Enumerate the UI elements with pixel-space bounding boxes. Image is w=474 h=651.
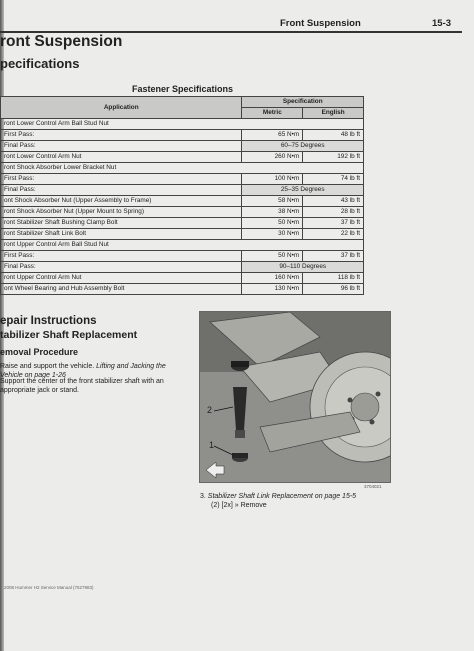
removal-procedure-heading: emoval Procedure — [0, 347, 79, 357]
table-row — [1, 174, 364, 185]
metric-cell: 65 N•m — [242, 130, 303, 141]
spec-table-body — [1, 119, 364, 295]
metric-cell: 100 N•m — [242, 174, 303, 185]
application-cell: ront Shock Absorber Nut (Upper Mount to Spring) — [1, 207, 242, 218]
application-cell: ront Stabilizer Shaft Bushing Clamp Bolt — [1, 218, 242, 229]
col-header-english: English — [303, 108, 364, 119]
spec-value-cell: 60–75 Degrees — [242, 141, 364, 152]
metric-cell: 130 N•m — [242, 284, 303, 295]
application-cell: Final Pass: — [1, 262, 242, 273]
callout-1: 1 — [209, 440, 215, 450]
header-section-title: Front Suspension — [280, 18, 361, 29]
step-2 — [0, 377, 185, 395]
metric-cell: 50 N•m — [242, 251, 303, 262]
step-3 — [200, 492, 400, 510]
header-page-number: 15-3 — [432, 18, 452, 29]
table-row — [1, 273, 364, 284]
table-row — [1, 196, 364, 207]
application-cell: ront Lower Control Arm Ball Stud Nut — [1, 119, 364, 130]
english-cell: 74 lb ft — [303, 174, 364, 185]
callout-2: 2 — [207, 405, 213, 415]
table-row — [1, 284, 364, 295]
col-header-metric: Metric — [242, 108, 303, 119]
english-cell: 96 lb ft — [303, 284, 364, 295]
english-cell: 118 lb ft — [303, 273, 364, 284]
metric-cell: 38 N•m — [242, 207, 303, 218]
application-cell: ront Upper Control Arm Ball Stud Nut — [1, 240, 364, 251]
table-row — [1, 185, 364, 196]
english-cell: 28 lb ft — [303, 207, 364, 218]
table-row — [1, 119, 364, 130]
english-cell: 48 lb ft — [303, 130, 364, 141]
table-row — [1, 207, 364, 218]
spec-value-cell: 25–35 Degrees — [242, 185, 364, 196]
english-cell: 22 lb ft — [303, 229, 364, 240]
stabilizer-link-figure — [199, 311, 391, 483]
metric-cell: 58 N•m — [242, 196, 303, 207]
application-cell: First Pass: — [1, 174, 242, 185]
step-1-text: Raise and support the vehicle. — [0, 363, 97, 370]
table-row — [1, 130, 364, 141]
metric-cell: 260 N•m — [242, 152, 303, 163]
section-heading: ront Suspension — [0, 33, 123, 50]
table-row — [1, 240, 364, 251]
suspension-illustration — [200, 312, 390, 482]
application-cell: First Pass: — [1, 251, 242, 262]
figure-id: 3704021 — [364, 484, 382, 489]
footer-text: 2008 Hummer H2 Service Manual (7527983) — [4, 585, 94, 590]
table-title: Fastener Specifications — [131, 84, 234, 94]
application-cell: ont Shock Absorber Nut (Upper Assembly to Frame) — [1, 196, 242, 207]
application-cell: ront Lower Control Arm Nut — [1, 152, 242, 163]
application-cell: ont Wheel Bearing and Hub Assembly Bolt — [1, 284, 242, 295]
spec-value-cell: 90–110 Degrees — [242, 262, 364, 273]
table-row — [1, 152, 364, 163]
step-1-reference-link[interactable]: Lifting and Jacking the Vehicle on page 1-26 — [0, 363, 166, 379]
application-cell: ront Shock Absorber Lower Bracket Nut — [1, 163, 364, 174]
table-row — [1, 218, 364, 229]
table-row — [1, 229, 364, 240]
step-3-number: 3. — [200, 493, 206, 500]
table-row — [1, 262, 364, 273]
metric-cell: 160 N•m — [242, 273, 303, 284]
table-row — [1, 251, 364, 262]
table-row — [1, 163, 364, 174]
specifications-heading: pecifications — [0, 56, 80, 71]
repair-instructions-heading: epair Instructions — [0, 315, 97, 327]
metric-cell: 50 N•m — [242, 218, 303, 229]
metric-cell: 30 N•m — [242, 229, 303, 240]
application-cell: Final Pass: — [1, 141, 242, 152]
step-2-text: Support the center of the front stabilizer shaft with an appropriate jack or stand. — [0, 378, 164, 394]
application-cell: ront Stabilizer Shaft Link Bolt — [1, 229, 242, 240]
col-header-application: Application — [1, 97, 242, 119]
english-cell: 37 lb ft — [303, 218, 364, 229]
application-cell: ront Upper Control Arm Nut — [1, 273, 242, 284]
table-row — [1, 141, 364, 152]
application-cell: Final Pass: — [1, 185, 242, 196]
step-3-reference-link[interactable]: Stabilizer Shaft Link Replacement on page 15-5 — [207, 493, 357, 500]
step-3-detail: (2) [2x] » Remove — [211, 502, 267, 509]
application-cell: First Pass: — [1, 130, 242, 141]
col-header-specification: Specification — [242, 97, 364, 108]
english-cell: 37 lb ft — [303, 251, 364, 262]
english-cell: 192 lb ft — [303, 152, 364, 163]
repair-subheading: tabilizer Shaft Replacement — [0, 329, 138, 341]
fastener-spec-table — [0, 96, 364, 295]
english-cell: 43 lb ft — [303, 196, 364, 207]
